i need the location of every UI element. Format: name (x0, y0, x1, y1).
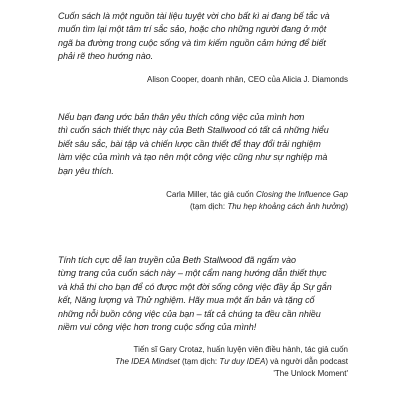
testimonial-3-quote (58, 254, 348, 334)
testimonial-1-attribution (58, 74, 348, 86)
quote-line: biết sâu sắc, bài tập và chiến lược cần thiết để thay đổi trải nghiệm (58, 138, 321, 149)
translation-open: (tạm dịch: (179, 357, 220, 367)
testimonial-2 (58, 111, 348, 213)
testimonial-1 (58, 10, 348, 86)
attribution-line: Alison Cooper, doanh nhân, CEO của Alicia J. Diamonds (146, 74, 348, 84)
quote-line: từng trang của cuốn sách này – một cẩm nang hướng dẫn thiết thực (58, 268, 327, 279)
book-title: Closing the Influence Gap (255, 190, 348, 200)
quote-line: Nếu bạn đang ước bản thân yêu thích công việc của mình hơn (58, 112, 305, 122)
translation-close: ) và người dẫn podcast (265, 357, 348, 367)
quote-line: những nỗi buồn công việc của bạn – tất cả chúng ta đều cần nhiều (58, 308, 321, 319)
attribution-line: Tiến sĩ Gary Crotaz, huấn luyện viên điều hành, tác giả cuốn (133, 345, 348, 355)
quote-line: bạn yêu thích. (58, 165, 114, 176)
testimonial-2-quote (58, 111, 348, 178)
quote-line: Tính tích cực dễ lan truyền của Beth Stallwood đã ngấm vào (58, 255, 296, 265)
attribution-author: Carla Miller, tác giả cuốn (166, 190, 256, 200)
testimonial-3 (58, 254, 348, 380)
testimonial-2-attribution (58, 189, 348, 213)
translation-close: ) (345, 202, 348, 212)
quote-line: thì cuốn sách thiết thực này của Beth Stallwood có tất cả những hiểu (58, 125, 329, 136)
testimonial-3-attribution (58, 344, 348, 380)
testimonial-1-quote (58, 10, 348, 64)
quote-line: niềm vui công việc hơn trong cuộc sống của mình! (58, 322, 257, 333)
book-title-translation: Tư duy IDEA (219, 357, 266, 367)
attribution-line (58, 201, 348, 213)
quote-line: Cuốn sách là một nguồn tài liệu tuyệt vời cho bất kì ai đang bế tắc và (58, 11, 330, 21)
book-title: The IDEA Mindset (115, 357, 180, 367)
attribution-line: 'The Unlock Moment' (273, 369, 348, 379)
translation-open: (tạm dịch: (189, 202, 228, 212)
attribution-line (58, 356, 348, 368)
quote-line: muốn tìm lại một tâm trí sắc sảo, hoặc cho những người đang ở một (58, 24, 327, 35)
quote-line: kết, Năng lượng và Thử nghiệm. Hãy mua một ấn bản và tặng cố (58, 295, 315, 306)
attribution-line (58, 189, 348, 201)
quote-line: ngã ba đường trong cuộc sống và tìm kiếm nguồn cảm hứng để biết (58, 37, 326, 48)
quote-line: phải rẽ theo hướng nào. (58, 51, 154, 62)
book-title-translation: Thu hẹp khoảng cách ảnh hưởng (227, 202, 346, 212)
quote-line: và khả thi cho bạn để có được một đời sống công việc đầy ắp Sự gắn (58, 281, 332, 292)
quote-line: làm việc của mình và tạo nên một công việc cũng như sự nghiệp mà (58, 152, 328, 163)
